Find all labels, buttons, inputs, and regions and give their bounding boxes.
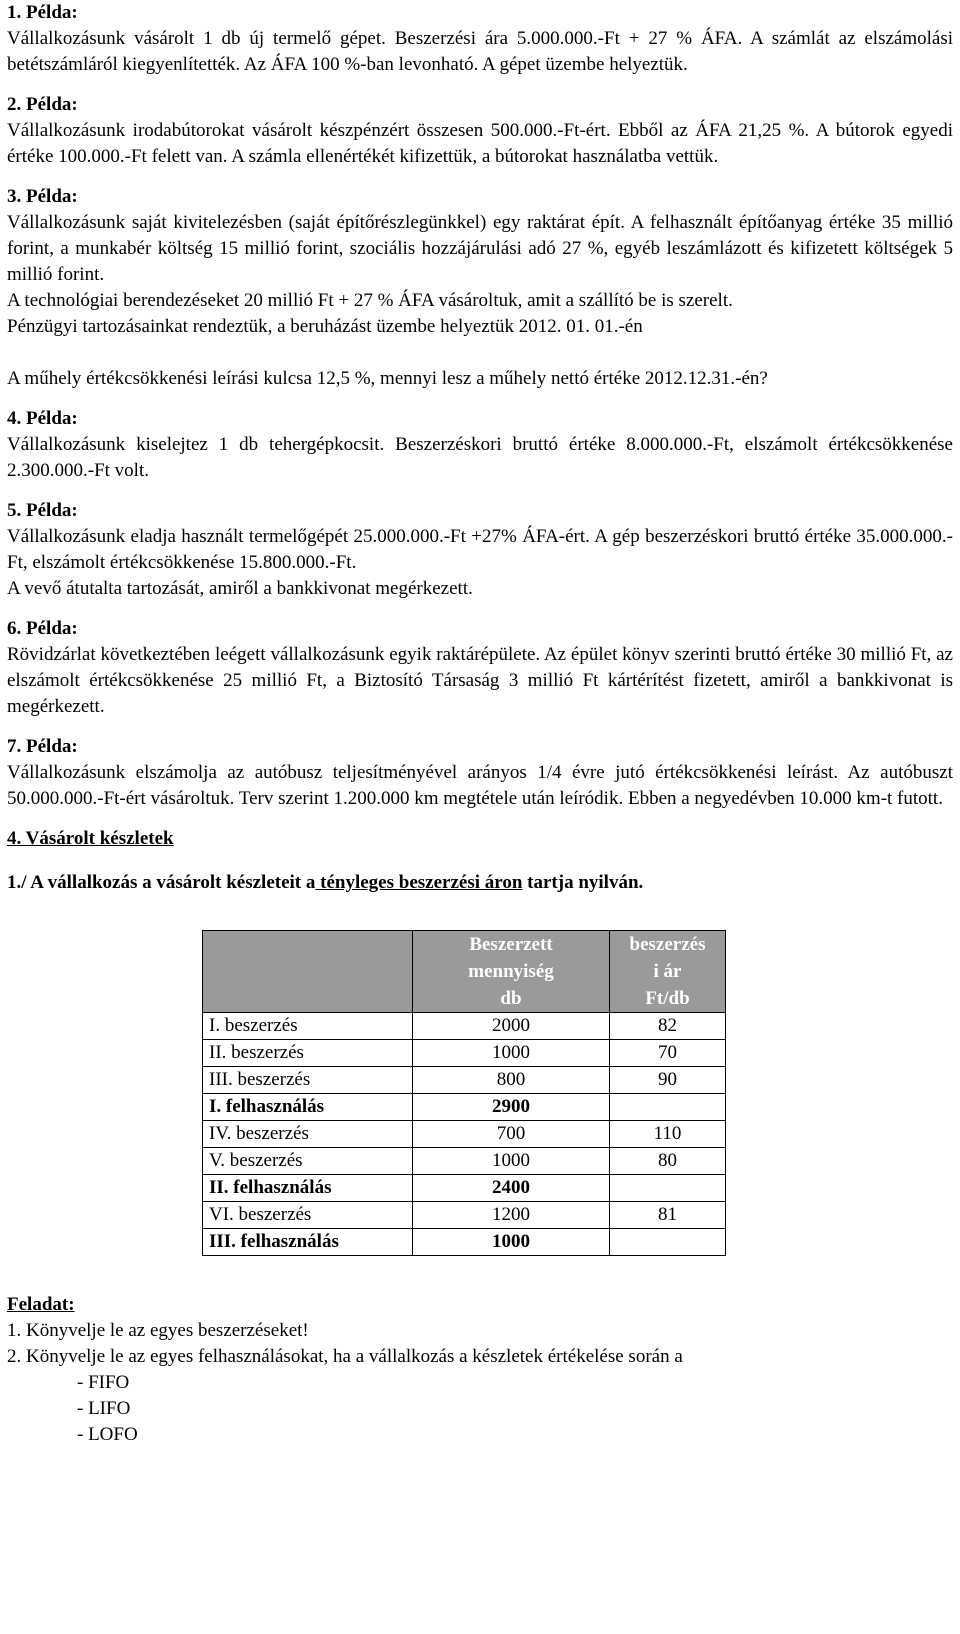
section-4-subtitle-emphasis: tényleges beszerzési áron — [315, 872, 523, 893]
example-1-text: Vállalkozásunk vásárolt 1 db új termelő gépet. Beszerzési ára 5.000.000.-Ft + 27 % ÁFA. A számlát az elszámolási betétszámláról kiegyenlítették. Az ÁFA 100 %-ban levonható. A gépet üzembe helyeztük. — [7, 28, 953, 75]
inventory-table — [202, 930, 726, 1256]
example-2-text: Vállalkozásunk irodabútorokat vásárolt készpénzért összesen 500.000.-Ft-ért. Ebből az ÁFA 21,25 %. A bútorok egyedi értéke 100.000.-Ft felett van. A számla ellenértékét kifizettük, a bútorokat használatba vettük. — [7, 120, 953, 167]
section-4-subtitle — [7, 870, 953, 896]
example-2 — [7, 92, 953, 170]
section-4-title: 4. Vásárolt készletek — [7, 828, 174, 849]
valuation-method-list — [7, 1370, 953, 1448]
example-2-title: 2. Példa: — [7, 94, 78, 115]
table-row: V. beszerzés 1000 80 — [203, 1148, 726, 1175]
task-title: Feladat: — [7, 1294, 75, 1315]
example-3-text-1: Vállalkozásunk saját kivitelezésben (saját építőrészlegünkkel) egy raktárat épít. A felhasznált építőanyag értéke 35 millió forint, a munkabér költség 15 millió forint, szociális hozzájárulási adó 27 %, egyéb leszámlázott és kifizetett költségek 5 millió forint. — [7, 212, 953, 285]
header-name-cell — [203, 931, 413, 1013]
table-row: I. felhasználás 2900 — [203, 1094, 726, 1121]
example-1-title: 1. Példa: — [7, 2, 78, 23]
example-3-text-3: Pénzügyi tartozásainkat rendeztük, a beruházást üzembe helyeztük 2012. 01. 01.-én — [7, 316, 643, 337]
example-4 — [7, 406, 953, 484]
table-row: II. felhasználás 2400 — [203, 1175, 726, 1202]
table-row: III. felhasználás 1000 — [203, 1229, 726, 1256]
example-1 — [7, 0, 953, 78]
example-6-title: 6. Példa: — [7, 618, 78, 639]
example-6 — [7, 616, 953, 720]
table-row: VI. beszerzés 1200 81 — [203, 1202, 726, 1229]
example-4-title: 4. Példa: — [7, 408, 78, 429]
task-item-2: 2. Könyvelje le az egyes felhasználásokat, ha a vállalkozás a készletek értékelése során a — [7, 1346, 683, 1367]
example-7-title: 7. Példa: — [7, 736, 78, 757]
example-3-text-2: A technológiai berendezéseket 20 millió Ft + 27 % ÁFA vásároltuk, amit a szállító be is szerelt. — [7, 290, 733, 311]
example-5-text-1: Vállalkozásunk eladja használt termelőgépét 25.000.000.-Ft +27% ÁFA-ért. A gép beszerzéskori bruttó értéke 35.000.000.-Ft, elszámolt értékcsökkenése 15.800.000.-Ft. — [7, 526, 953, 573]
example-5-title: 5. Példa: — [7, 500, 78, 521]
table-row: IV. beszerzés 700 110 — [203, 1121, 726, 1148]
table-row: I. beszerzés 2000 82 — [203, 1013, 726, 1040]
example-5-text-2: A vevő átutalta tartozását, amiről a bankkivonat megérkezett. — [7, 578, 473, 599]
table-row: II. beszerzés 1000 70 — [203, 1040, 726, 1067]
section-4-subtitle-part1: 1./ A vállalkozás a vásárolt készleteit a — [7, 872, 316, 893]
example-7-text: Vállalkozásunk elszámolja az autóbusz teljesítményével arányos 1/4 évre jutó értékcsökkenési leírást. Az autóbuszt 50.000.000.-Ft-ért vásároltuk. Terv szerint 1.200.000 km megtétele után leíródik. Ebben a negyedévben 10.000 km-t futott. — [7, 762, 953, 809]
example-3-title: 3. Példa: — [7, 186, 78, 207]
example-4-text: Vállalkozásunk kiselejtez 1 db tehergépkocsit. Beszerzéskori bruttó értéke 8.000.000.-Ft, elszámolt értékcsökkenése 2.300.000.-Ft volt. — [7, 434, 953, 481]
example-7 — [7, 734, 953, 812]
list-item: - LIFO — [77, 1398, 131, 1419]
header-unit-price: beszerzés i ár Ft/db — [610, 931, 726, 1013]
example-3 — [7, 184, 953, 392]
table-row: III. beszerzés 800 90 — [203, 1067, 726, 1094]
task-item-1: 1. Könyvelje le az egyes beszerzéseket! — [7, 1320, 309, 1341]
table-header-row — [203, 931, 726, 1013]
list-item: - FIFO — [77, 1372, 130, 1393]
list-item: - LOFO — [77, 1424, 138, 1445]
example-3-question: A műhely értékcsökkenési leírási kulcsa 12,5 %, mennyi lesz a műhely nettó értéke 2012.12.31.-én? — [7, 368, 768, 389]
example-6-text: Rövidzárlat következtében leégett vállalkozásunk egyik raktárépülete. Az épület könyv szerinti bruttó értéke 30 millió Ft, az elszámolt értékcsökkenése 25 millió Ft, a Biztosító Társaság 3 millió Ft kártérítést fizetett, amiről a bankkivonat is megérkezett. — [7, 644, 953, 717]
section-4-subtitle-part3: tartja nyilván. — [522, 872, 644, 893]
example-5 — [7, 498, 953, 602]
header-quantity: Beszerzett mennyiség db — [413, 931, 610, 1013]
document-page — [7, 0, 953, 1448]
